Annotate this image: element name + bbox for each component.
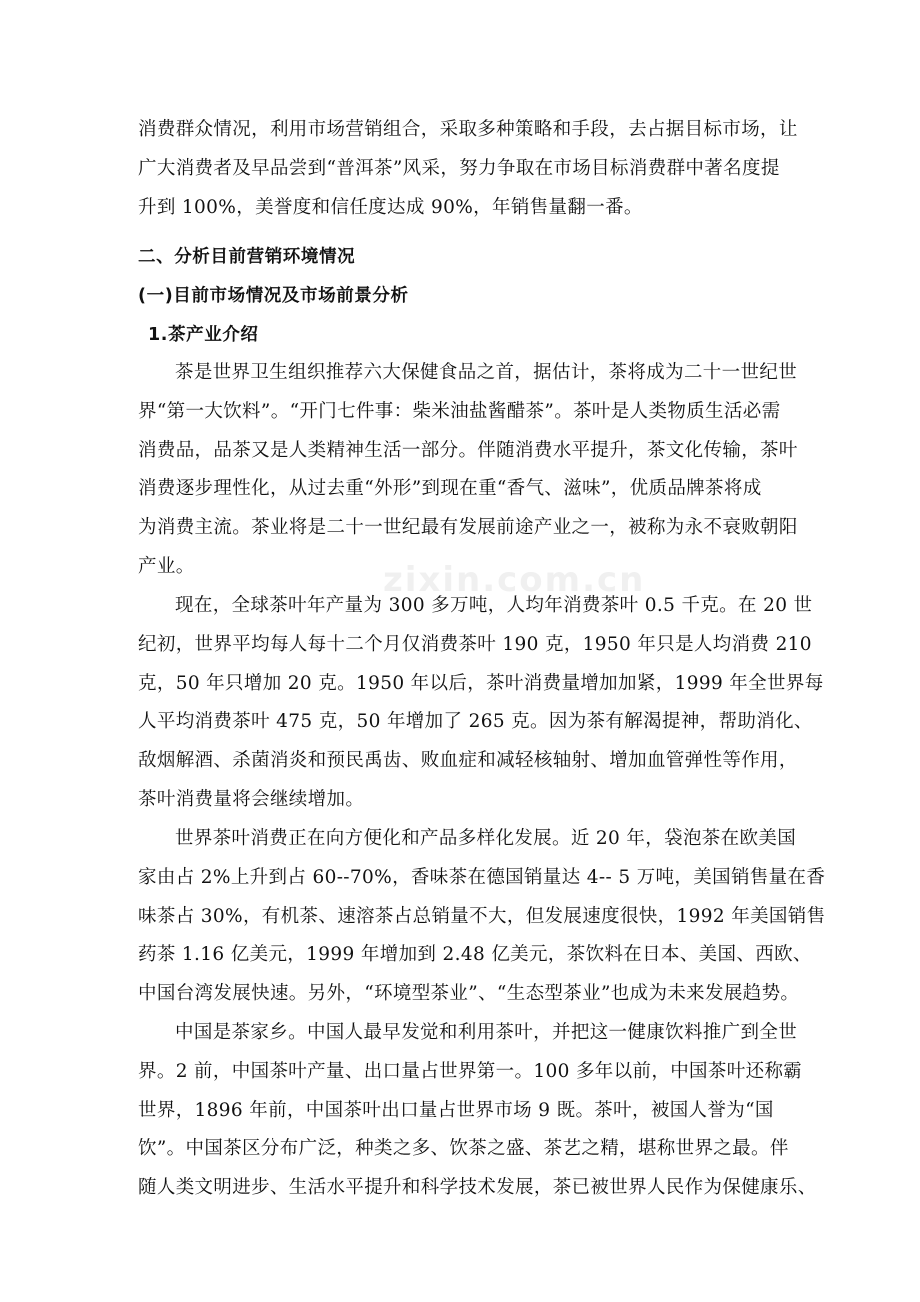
text-line: 药茶 1.16 亿美元，1999 年增加到 2.48 亿美元，茶饮料在日本、美国、西欧、: [138, 944, 812, 965]
paragraph-first-line: 现在，全球茶叶年产量为 300 多万吨，人均年消费茶叶 0.5 千克。在 20 世: [175, 595, 813, 616]
text-line: 消费群众情况，利用市场营销组合，采取多种策略和手段，去占据目标市场，让: [138, 119, 798, 140]
section-heading: 二、分析目前营销环境情况: [138, 247, 356, 267]
text-line: 敌烟解酒、杀菌消炎和预民禹齿、败血症和减轻核轴射、增加血管弹性等作用，: [138, 750, 798, 771]
text-line: 界“第一大饮料”。“开门七件事：柴米油盐酱醋茶”。茶叶是人类物质生活必需: [138, 401, 781, 422]
text-line: 为消费主流。茶业将是二十一世纪最有发展前途产业之一，被称为永不衰败朝阳: [138, 517, 798, 538]
text-line: 饮”。中国茶区分布广泛，种类之多、饮茶之盛、茶艺之精，堪称世界之最。伴: [138, 1138, 789, 1159]
text-line: 广大消费者及早品尝到“普洱茶”风采，努力争取在市场目标消费群中著名度提: [138, 158, 780, 179]
text-line: 消费逐步理性化，从过去重“外形”到现在重“香气、滋味”，优质品牌茶将成: [138, 478, 762, 499]
text-line: 中国台湾发展快速。另外，“环境型茶业”、“生态型茶业”也成为未来发展趋势。: [138, 983, 800, 1004]
text-line: 茶叶消费量将会继续增加。: [138, 789, 365, 810]
text-line: 家由占 2%上升到占 60--70%，香味茶在德国销量达 4-- 5 万吨，美国销售量在香: [138, 867, 826, 888]
text-line: 人平均消费茶叶 475 克，50 年增加了 265 克。因为茶有解渴提神，帮助消化、: [138, 711, 813, 732]
text-line: 随人类文明进步、生活水平提升和科学技术发展，茶已被世界人民作为保健康乐、: [138, 1177, 817, 1198]
text-line: 消费品，品茶又是人类精神生活一部分。伴随消费水平提升，茶文化传输，茶叶: [138, 440, 798, 461]
paragraph-first-line: 茶是世界卫生组织推荐六大保健食品之首，据估计，茶将成为二十一世纪世: [175, 362, 798, 383]
paragraph-first-line: 世界茶叶消费正在向方便化和产品多样化发展。近 20 年，袋泡茶在欧美国: [175, 828, 797, 849]
text-line: 界。2 前，中国茶叶产量、出口量占世界第一。100 多年以前，中国茶叶还称霸: [138, 1061, 803, 1082]
text-line: 味茶占 30%，有机茶、速溶茶占总销量不大，但发展速度很快，1992 年美国销售: [138, 906, 826, 927]
text-line: 克，50 年只增加 20 克。1950 年以后，茶叶消费量增加加紧，1999 年全世界每: [138, 673, 824, 694]
text-line: 纪初，世界平均每人每十二个月仅消费茶叶 190 克，1950 年只是人均消费 210: [138, 634, 812, 655]
text-line: 产业。: [138, 556, 195, 577]
watermark: zixin.com.cn: [383, 560, 646, 600]
subsubsection-heading: 1.茶产业介绍: [148, 325, 259, 345]
text-line: 世界，1896 年前，中国茶叶出口量占世界市场 9 既。茶叶，被国人誉为“国: [138, 1100, 774, 1121]
paragraph-first-line: 中国是茶家乡。中国人最早发觉和利用茶叶，并把这一健康饮料推广到全世: [175, 1022, 798, 1043]
subsection-heading: (一)目前市场情况及市场前景分析: [138, 286, 409, 306]
text-line: 升到 100%，美誉度和信任度达成 90%，年销售量翻一番。: [138, 197, 643, 218]
